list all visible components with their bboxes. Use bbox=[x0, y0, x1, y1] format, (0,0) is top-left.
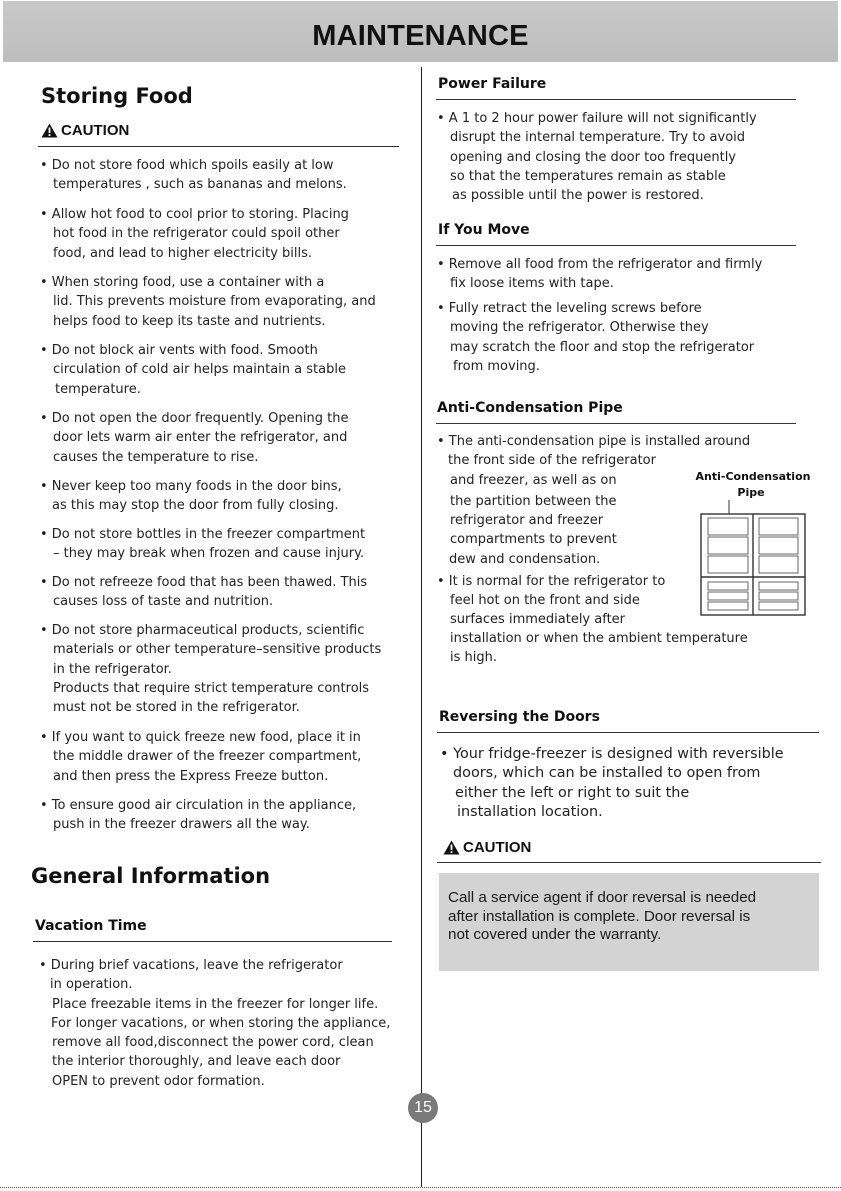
power-failure-rule bbox=[436, 99, 796, 100]
reversing-doors-text: • Your fridge-freezer is designed with reversible doors, which can be installed to open from either the left or right to suit the installation location. bbox=[440, 746, 784, 820]
storing-food-bullet: • To ensure good air circulation in the appliance, push in the freezer drawers all the way. bbox=[40, 798, 357, 833]
storing-food-bullet: • Allow hot food to cool prior to storing. Placing hot food in the refrigerator could spoil other food, and lead to higher electricity bills. bbox=[40, 207, 349, 261]
storing-food-bullet: • When storing food, use a container with a lid. This prevents moisture from evaporating, and helps food to keep its taste and nutrients. bbox=[40, 275, 376, 329]
figure-label: Anti-Condensation Pipe bbox=[695, 470, 811, 499]
storing-food-bullet: • Do not block air vents with food. Smooth circulation of cold air helps maintain a stable temperature. bbox=[40, 343, 346, 397]
storing-food-bullet: • Never keep too many foods in the door bins, as this may stop the door from fully closing. bbox=[40, 479, 342, 514]
page-title: MAINTENANCE bbox=[312, 20, 529, 52]
if-you-move-heading: If You Move bbox=[438, 222, 530, 238]
reversing-doors-heading: Reversing the Doors bbox=[439, 709, 600, 725]
vacation-time-rule bbox=[33, 941, 392, 942]
general-information-heading: General Information bbox=[31, 864, 271, 888]
storing-food-heading: Storing Food bbox=[41, 84, 193, 108]
storing-food-bullet: • Do not store bottles in the freezer compartment – they may break when frozen and cause injury. bbox=[40, 527, 366, 562]
storing-food-bullet: • If you want to quick freeze new food, place it in the middle drawer of the freezer compartment, and then press the Express Freeze button. bbox=[40, 730, 362, 784]
bottom-border bbox=[0, 1187, 841, 1188]
caution-label: CAUTION bbox=[61, 122, 130, 139]
reversing-caution-rule bbox=[437, 862, 821, 863]
column-divider bbox=[421, 67, 422, 1187]
if-you-move-bullet: • Fully retract the leveling screws before moving the refrigerator. Otherwise they may scratch the floor and stop the refrigerator from moving. bbox=[437, 301, 755, 374]
vacation-time-heading: Vacation Time bbox=[35, 918, 147, 934]
caution-label: CAUTION bbox=[463, 839, 532, 856]
storing-food-caution bbox=[41, 122, 129, 139]
anti-condensation-bullet: • It is normal for the refrigerator to feel hot on the front and side surfaces immediately after installation or when the ambient temperature is high. bbox=[437, 574, 748, 665]
storing-food-bullet: • Do not open the door frequently. Opening the door lets warm air enter the refrigerator, and causes the temperature to rise. bbox=[40, 411, 349, 465]
storing-food-bullet: • Do not store pharmaceutical products, scientific materials or other temperature–sensitive products in the refrigerator. Products that require strict temperature controls must not be stored in the refrigerator. bbox=[40, 623, 382, 716]
warning-icon bbox=[443, 840, 460, 855]
vacation-time-text: • During brief vacations, leave the refrigerator in operation. Place freezable items in the freezer for longer life. For longer vacations, or when storing the appliance, remove all food,disconnect the power cord, clean the interior thoroughly, and leave each door OPEN to prevent odor formation. bbox=[39, 958, 391, 1089]
refrigerator-diagram bbox=[700, 500, 808, 616]
if-you-move-rule bbox=[436, 245, 796, 246]
if-you-move-bullet: • Remove all food from the refrigerator and firmly fix loose items with tape. bbox=[437, 257, 763, 292]
power-failure-text: • A 1 to 2 hour power failure will not significantly disrupt the internal temperature. Try to avoid opening and closing the door too frequently so that the temperatures remain as stable as possible until the power is restored. bbox=[437, 111, 757, 204]
warning-icon bbox=[41, 123, 58, 138]
page-number: 15 bbox=[408, 1093, 438, 1123]
reversing-doors-caution bbox=[443, 839, 531, 856]
anti-condensation-bullet: • The anti-condensation pipe is installed around the front side of the refrigerator and freezer, as well as on the partition between the refrigerator and freezer compartments to prevent dew and condensation. bbox=[437, 434, 751, 567]
warranty-note-text: Call a service agent if door reversal is needed after installation is complete. Door reversal is not covered under the warranty. bbox=[448, 889, 757, 943]
reversing-doors-rule bbox=[437, 732, 819, 733]
storing-food-bullet: • Do not store food which spoils easily at low temperatures , such as bananas and melons. bbox=[40, 158, 347, 193]
storing-food-bullet: • Do not refreeze food that has been thawed. This causes loss of taste and nutrition. bbox=[40, 575, 368, 610]
power-failure-heading: Power Failure bbox=[438, 76, 547, 92]
storing-food-rule bbox=[38, 146, 399, 147]
anti-condensation-heading: Anti-Condensation Pipe bbox=[437, 400, 623, 416]
header-banner bbox=[3, 1, 838, 62]
anti-condensation-rule bbox=[436, 423, 796, 424]
